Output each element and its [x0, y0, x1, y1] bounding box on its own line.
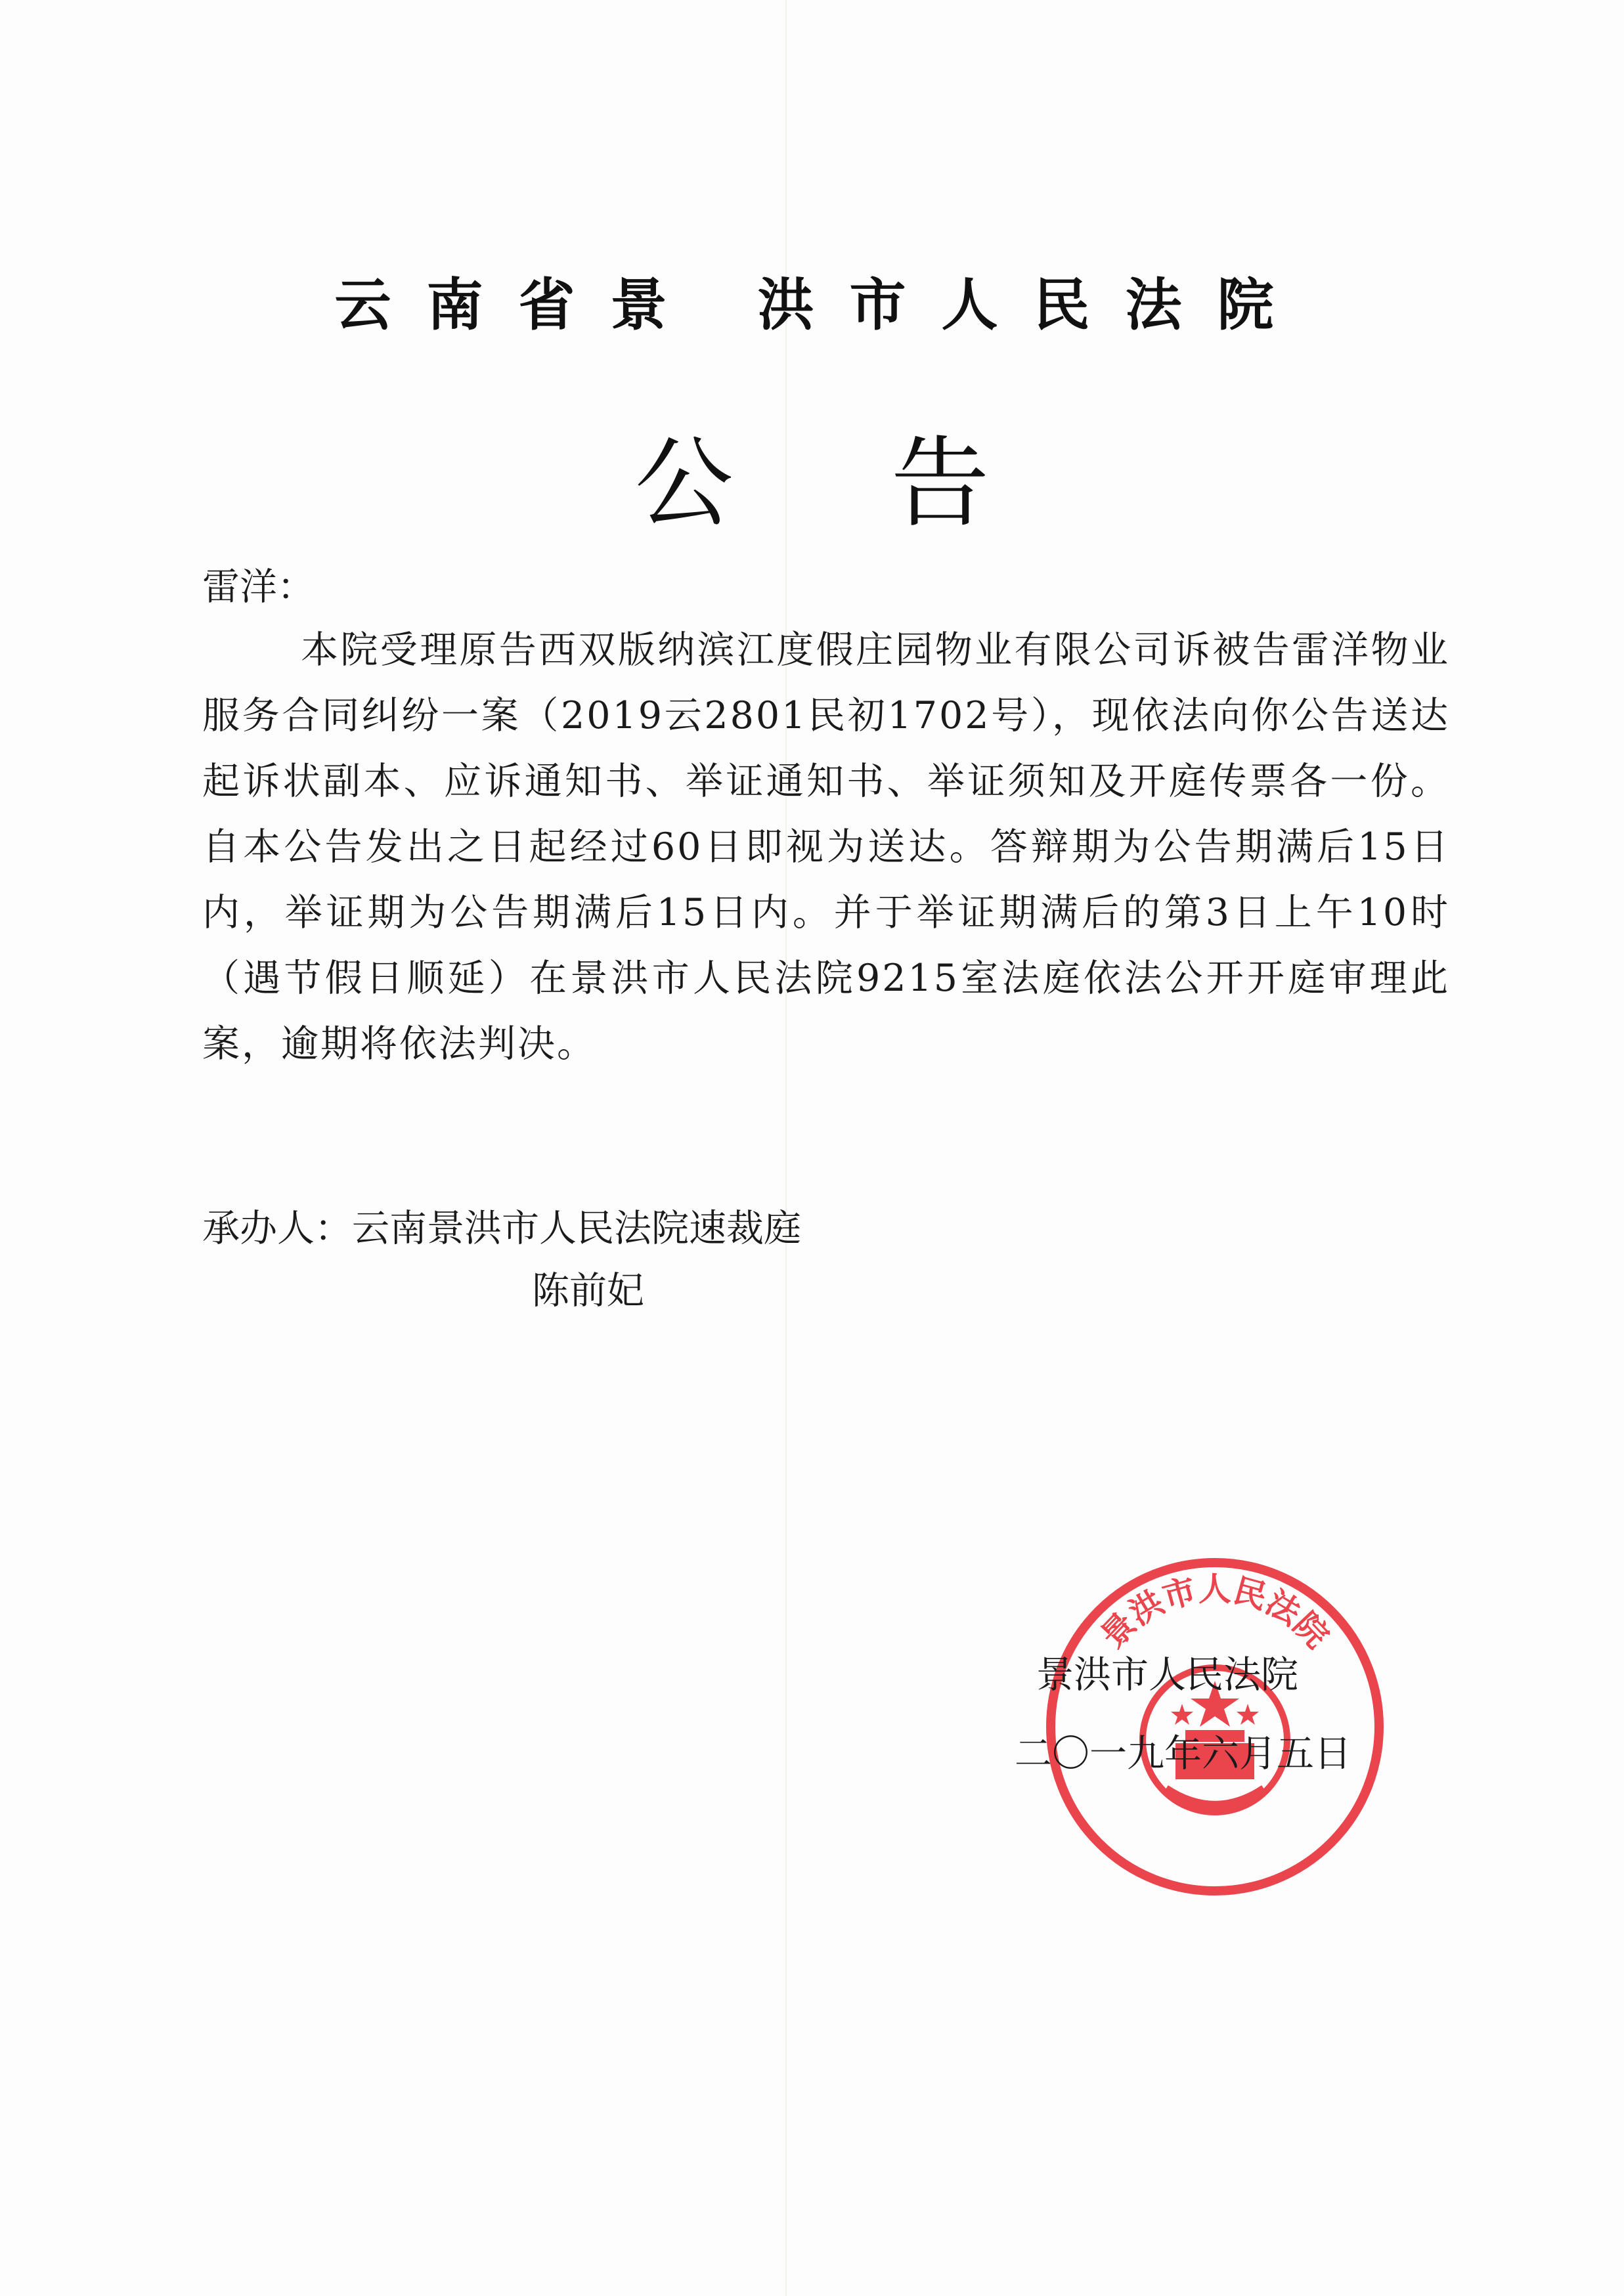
handler-name: 陈前妃: [532, 1269, 644, 1312]
handler-label: 承办人：云南景洪市人民法院速裁庭: [202, 1207, 801, 1250]
notice-body: 本院受理原告西双版纳滨江度假庄园物业有限公司诉被告雷洋物业服务合同纠纷一案（2019云2801民初1702号），现依法向你公告送达起诉状副本、应诉通知书、举证通知书、举证须知及开庭传票各一份。自本公告发出之日起经过60日即视为送达。答辩期为公告期满后15日内，举证期为公告期满后15日内。并于举证期满后的第3日上午10时（遇节假日顺延）在景洪市人民法院9215室法庭依法公开开庭审理此案，逾期将依法判决。: [202, 628, 1450, 1066]
issue-date: 二〇一九年六月五日: [1015, 1732, 1351, 1775]
addressee: 雷洋：: [202, 565, 315, 609]
fold-line: [785, 0, 787, 2296]
seal-text: 景洪市人民法院: [1093, 1570, 1336, 1656]
court-name-heading: 云南省景 洪市人民法院: [334, 272, 1309, 338]
issuing-court: 景洪市人民法院: [1036, 1653, 1298, 1697]
document-type-title: 公告: [634, 427, 1147, 541]
